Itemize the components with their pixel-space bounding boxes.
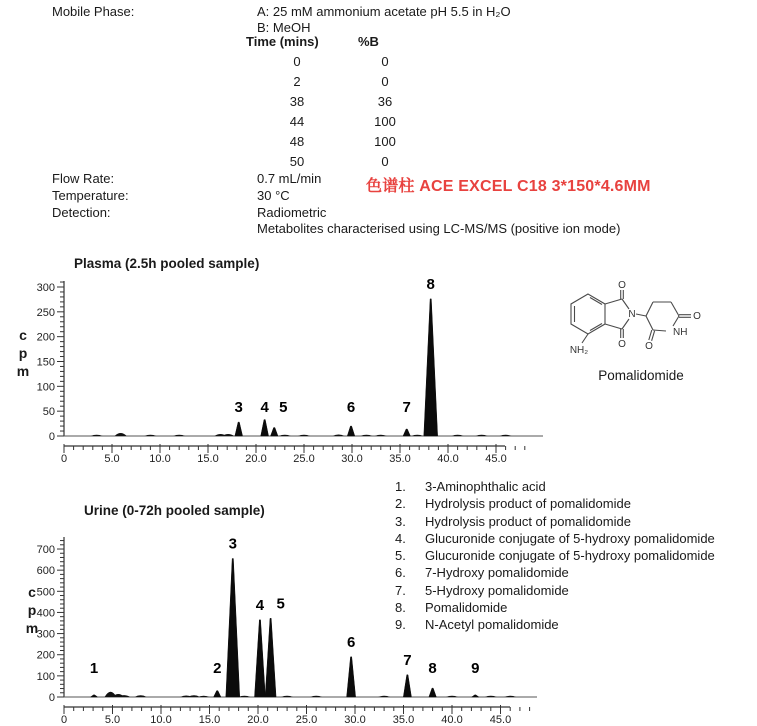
peak [265,618,276,697]
peak-label: 4 [255,596,265,614]
legend-item [395,616,715,633]
baseline-noise [310,696,322,697]
legend-item [395,564,715,581]
svg-text:0: 0 [60,714,68,726]
svg-text:500: 500 [36,586,55,599]
peak-label: 3 [234,399,243,416]
legend-item-number: 2. [395,496,406,512]
gradient-percent-b-cell: 0 [381,54,389,69]
peak-label: 7 [403,651,412,669]
baseline-noise [378,696,390,697]
baseline-noise [281,696,293,697]
svg-text:150: 150 [36,356,55,369]
gradient-time-cell: 38 [289,94,305,109]
mobile-phase-a: A: 25 mM ammonium acetate pH 5.5 in H₂O [257,4,511,19]
svg-text:0: 0 [48,692,55,704]
legend-item-number: 6. [395,565,406,581]
gradient-time-cell: 48 [289,134,305,149]
legend-item [395,530,715,547]
svg-text:35.0: 35.0 [389,453,411,465]
baseline-noise [188,695,200,697]
peak [91,695,98,697]
legend-item-name: Hydrolysis product of pomalidomide [425,513,631,529]
peak-label: 6 [346,399,356,416]
baseline-noise [279,435,291,436]
svg-text:400: 400 [36,607,55,620]
svg-text:20.0: 20.0 [247,714,269,726]
svg-text:15.0: 15.0 [198,714,221,726]
detection-note: Metabolites characterised using LC-MS/MS (positive ion mode) [257,221,621,236]
peak [271,428,278,436]
legend-item [395,478,715,495]
svg-text:250: 250 [36,306,55,319]
svg-text:45.0: 45.0 [489,714,512,726]
peak-label: 9 [471,660,480,677]
legend-item-name: Pomalidomide [425,600,508,616]
legend-item-name: N-Acetyl pomalidomide [425,617,559,633]
peak-label: 5 [276,595,285,613]
temperature-value: 30 °C [257,188,290,203]
svg-text:5.0: 5.0 [104,714,121,726]
atom-label-o-right: O [693,311,701,322]
peak [429,688,436,697]
peak [214,691,221,697]
peak-label: 6 [346,633,356,651]
svg-text:0: 0 [48,431,55,443]
svg-text:45.0: 45.0 [485,453,507,465]
detection-label: Detection: [52,205,111,220]
gradient-percent-b-cell: 100 [374,134,396,149]
atom-label-n: N [628,309,636,320]
svg-text:20.0: 20.0 [245,453,267,465]
baseline-noise [238,696,250,697]
gradient-percent-b-cell: 0 [381,154,389,169]
legend-item-name: 5-Hydroxy pomalidomide [425,582,569,598]
svg-text:40.0: 40.0 [437,453,459,465]
peak [347,426,354,436]
gradient-time-cell: 44 [289,114,305,129]
legend-item [395,495,715,512]
svg-text:600: 600 [36,565,55,578]
peak [424,299,438,436]
baseline-noise [411,435,423,436]
legend-item [395,582,715,599]
peak-label: 2 [213,660,222,677]
legend-item-name: 7-Hydroxy pomalidomide [425,565,569,581]
temperature-label: Temperature: [52,188,129,203]
legend-item-name: 3-Aminophthalic acid [425,479,546,494]
legend-item [395,599,715,616]
baseline-noise [198,696,210,697]
peak-label: 8 [426,275,435,293]
gradient-time-cell: 0 [293,54,301,69]
gradient-percent-b-cell: 100 [374,114,396,129]
metabolite-legend [395,478,715,634]
gradient-percent-b-cell: 36 [377,94,393,109]
baseline-noise [144,435,156,436]
peak [226,559,240,697]
svg-text:40.0: 40.0 [441,714,463,726]
gradient-time-header: Time (mins) [246,34,319,49]
baseline-noise [173,435,185,436]
urine-y-axis-label: c p m [25,584,39,636]
legend-item-name: Glucuronide conjugate of 5-hydroxy pomalidomide [425,548,715,564]
legend-item [395,513,715,530]
svg-text:15.0: 15.0 [197,453,219,465]
peak [403,429,410,436]
baseline-noise [298,435,310,436]
gradient-time-cell: 50 [289,154,305,169]
svg-text:200: 200 [36,649,55,662]
baseline-noise [476,435,488,436]
atom-label-nh: NH [673,327,688,338]
baseline-noise [360,435,372,436]
svg-text:10.0: 10.0 [150,714,172,726]
baseline-noise [452,435,464,436]
legend-item-name: Glucuronide conjugate of 5-hydroxy pomalidomide [425,530,715,546]
svg-text:300: 300 [36,281,55,294]
atom-label-o-phthalimide: O [618,339,626,350]
detection-value: Radiometric [257,205,327,220]
plasma-chart-title: Plasma (2.5h pooled sample) [74,256,260,271]
baseline-noise [135,695,147,697]
svg-text:25.0: 25.0 [293,453,315,465]
atom-label-o-glutarimide: O [645,341,653,352]
svg-text:300: 300 [36,628,55,641]
baseline-noise [446,696,458,697]
flow-rate-value: 0.7 mL/min [257,171,322,186]
peak [347,657,356,697]
atom-label-o-top: O [618,280,626,291]
svg-text:10.0: 10.0 [149,453,171,465]
legend-item-number: 7. [395,582,406,598]
gradient-percent-b-cell: 0 [381,74,389,89]
svg-text:30.0: 30.0 [341,453,363,465]
svg-text:0: 0 [60,453,68,465]
urine-chart-title: Urine (0-72h pooled sample) [84,503,265,518]
svg-text:30.0: 30.0 [344,714,366,726]
legend-item-number: 9. [395,617,406,633]
legend-item-number: 4. [395,530,406,546]
structure-name: Pomalidomide [598,368,684,383]
svg-text:35.0: 35.0 [392,714,415,726]
chromatogram-plasma [0,250,555,476]
svg-text:100: 100 [36,381,55,394]
legend-item-number: 3. [395,513,406,529]
peak [261,420,269,436]
legend-item [395,547,715,564]
pomalidomide-structure [556,278,726,366]
plasma-y-axis-label: c p m [16,327,30,379]
gradient-time-cell: 2 [293,74,301,89]
baseline-noise [115,433,127,436]
flow-rate-label: Flow Rate: [52,171,115,186]
peak-label: 4 [260,399,269,416]
svg-text:50: 50 [42,406,55,419]
baseline-noise [500,435,512,436]
legend-item-number: 8. [395,600,406,616]
peak-label: 3 [228,535,237,553]
baseline-noise [375,435,387,436]
baseline-noise [485,696,497,697]
svg-text:700: 700 [36,544,55,557]
legend-item-number: 5. [395,548,406,564]
svg-text:100: 100 [36,670,55,683]
legend-item-name: Hydrolysis product of pomalidomide [425,496,631,512]
gradient-percent-b-header: %B [358,34,379,49]
peak [255,620,266,697]
column-annotation: 色谱柱 ACE EXCEL C18 3*150*4.6MM [366,178,651,195]
peak [403,675,411,697]
svg-text:5.0: 5.0 [104,453,120,465]
legend-item-number: 1. [395,479,406,494]
peak [235,422,243,436]
baseline-noise [91,435,103,436]
svg-text:25.0: 25.0 [295,714,318,726]
atom-label-nh2: NH₂ [569,345,589,356]
peak-label: 7 [402,399,411,416]
baseline-noise [222,434,234,436]
mobile-phase-b: B: MeOH [257,20,311,35]
baseline-noise [504,696,516,697]
svg-text:200: 200 [36,331,55,344]
peak [472,695,479,697]
peak-label: 5 [279,399,288,416]
baseline-noise [333,435,345,436]
peak-label: 1 [89,660,99,677]
mobile-phase-label: Mobile Phase: [52,4,135,19]
peak-label: 8 [428,660,437,677]
